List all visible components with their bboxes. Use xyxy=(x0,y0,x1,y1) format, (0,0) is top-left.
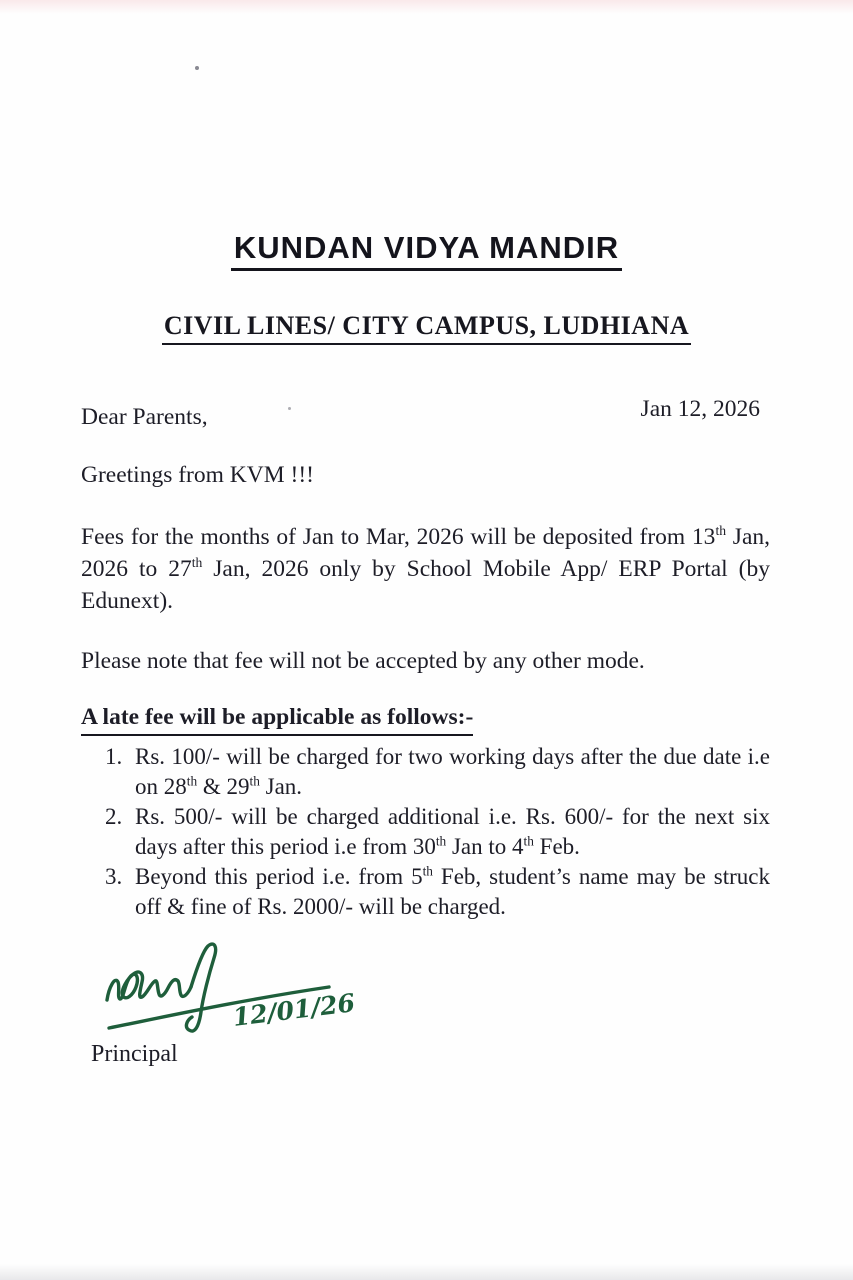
ordinal-superscript: th xyxy=(435,833,447,849)
list-item xyxy=(105,802,770,862)
scan-speck xyxy=(288,407,291,410)
scan-speck xyxy=(195,66,199,70)
list-item-number: 2. xyxy=(105,803,123,829)
ordinal-superscript: th xyxy=(186,773,198,789)
ordinal-superscript: th xyxy=(191,555,203,571)
fees-paragraph-text: Jan, 2026 to 27 xyxy=(81,523,771,582)
list-item-text xyxy=(135,802,770,862)
late-fee-list xyxy=(81,742,770,922)
list-item xyxy=(105,742,770,802)
greeting-line: Greetings from KVM !!! xyxy=(81,461,314,488)
letter-body xyxy=(81,395,771,1070)
principal-signature-icon xyxy=(91,940,381,1044)
salutation: Dear Parents, xyxy=(81,403,208,430)
salutation-row xyxy=(81,395,770,433)
ordinal-superscript: th xyxy=(422,863,433,879)
list-item-segment: & 29 xyxy=(197,773,250,799)
ordinal-superscript: th xyxy=(523,833,534,849)
ordinal-superscript: th xyxy=(715,523,727,539)
list-item-segment: Feb. xyxy=(533,833,580,859)
signature-block xyxy=(91,940,770,1044)
late-fee-heading: A late fee will be applicable as follows:- xyxy=(81,701,473,736)
list-item-segment: Beyond this period i.e. from 5 xyxy=(135,863,423,889)
letterhead xyxy=(0,0,853,345)
fees-paragraph xyxy=(81,521,770,617)
ordinal-superscript: th xyxy=(249,773,260,789)
school-name-title: KUNDAN VIDYA MANDIR xyxy=(231,231,622,271)
list-item-segment: Jan. xyxy=(259,773,303,799)
list-item-number: 1. xyxy=(105,743,123,769)
fees-paragraph-text: Fees for the months of Jan to Mar, 2026 will be deposited from 13 xyxy=(81,523,716,550)
list-item-text xyxy=(135,742,770,802)
list-item-segment: Feb, student’s name may be struck off & fine of Rs. 2000/- will be charged. xyxy=(135,863,770,919)
fees-paragraph-text: Jan, 2026 only by School Mobile App/ ERP Portal (by Edunext). xyxy=(81,555,770,614)
note-paragraph: Please note that fee will not be accepted by any other mode. xyxy=(81,647,645,674)
list-item-segment: Jan to 4 xyxy=(446,833,524,859)
list-item-segment: Rs. 500/- will be charged additional i.e. Rs. 600/- for the next six days after this period i.e from 30 xyxy=(135,803,770,859)
list-item-text xyxy=(135,862,770,922)
signatory-role: Principal xyxy=(91,1040,178,1067)
list-item-segment: Rs. 100/- will be charged for two working days after the due date i.e on 28 xyxy=(135,743,770,799)
list-item xyxy=(105,862,770,922)
campus-subtitle: CIVIL LINES/ CITY CAMPUS, LUDHIANA xyxy=(162,311,691,345)
list-item-number: 3. xyxy=(105,863,123,889)
handwritten-date: 12/01/26 xyxy=(231,988,357,1032)
letter-date: Jan 12, 2026 xyxy=(640,395,760,422)
